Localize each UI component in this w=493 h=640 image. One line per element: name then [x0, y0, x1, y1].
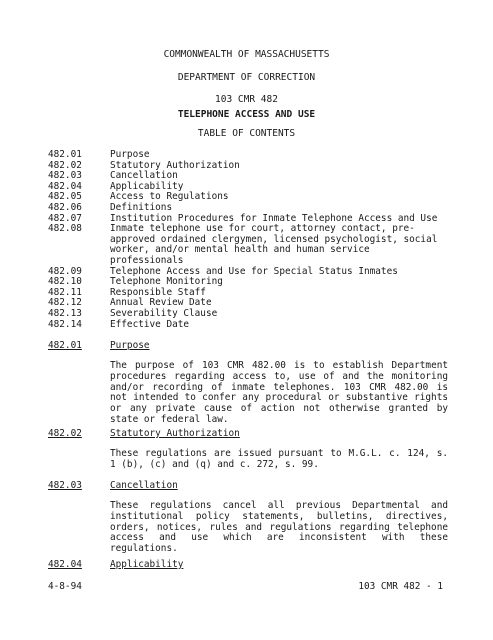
section-heading: [48, 340, 448, 351]
toc-entry-title: Annual Review Date: [110, 297, 212, 309]
toc-entry: [48, 320, 448, 331]
toc-entry-number: 482.08: [48, 223, 82, 235]
page-footer: [48, 581, 443, 592]
toc-entry-number: 482.06: [48, 201, 82, 213]
section-body: These regulations cancel all previous Departmental and institutional policy statements, bulletins, directives, orders, notices, rules and regulations regarding telephone access and use which are inconsistent with these regulations.: [110, 500, 448, 555]
toc-entry: [48, 288, 448, 299]
section-title: Applicability: [110, 559, 184, 570]
toc-entry-number: 482.10: [48, 276, 82, 288]
footer-date: 4-8-94: [48, 581, 82, 592]
table-of-contents: [48, 150, 448, 330]
toc-entry: [48, 267, 448, 278]
toc-entry-number: 482.14: [48, 318, 82, 330]
toc-entry-title: Telephone Monitoring: [110, 276, 223, 288]
toc-entry-number: 482.01: [48, 149, 82, 160]
toc-entry-title: Inmate telephone use for court, attorney contact, pre-approved ordained clergymen, licensed psychologist, social worker, and/or mental health and human service professionals: [110, 223, 438, 266]
toc-entry-title: Cancellation: [110, 170, 178, 182]
toc-entry-title: Statutory Authorization: [110, 159, 240, 171]
section-body: These regulations are issued pursuant to M.G.L. c. 124, s. 1 (b), (c) and (q) and c. 272, s. 99.: [110, 448, 448, 470]
toc-entry-number: 482.05: [48, 191, 82, 203]
toc-entry-title: Severability Clause: [110, 307, 218, 319]
department-heading: DEPARTMENT OF CORRECTION: [177, 72, 316, 83]
toc-entry-title: Responsible Staff: [110, 286, 206, 298]
section-heading: [48, 428, 448, 439]
toc-entry-title: Purpose: [110, 149, 150, 160]
toc-entry-number: 482.07: [48, 212, 82, 224]
toc-entry-title: Applicability: [110, 180, 184, 192]
footer-page-number: 103 CMR 482 - 1: [358, 581, 443, 592]
section-statutory-authorization: [48, 428, 448, 471]
section-number: 482.03: [48, 480, 82, 491]
toc-entry: [48, 192, 448, 203]
toc-entry: [48, 161, 448, 172]
toc-entry-title: Access to Regulations: [110, 191, 229, 203]
section-applicability: [48, 559, 448, 570]
section-body: The purpose of 103 CMR 482.00 is to establish Department procedures regarding access to, use of and the monitoring and/or recording of inmate telephones. 103 CMR 482.00 is not intended to confer any procedural or substantive rights or any private cause of action not otherwise granted by state or federal law.: [110, 360, 448, 425]
toc-entry: [48, 309, 448, 320]
section-cancellation: [48, 480, 448, 555]
document-title: TELEPHONE ACCESS AND USE: [177, 109, 316, 120]
jurisdiction-heading: COMMONWEALTH OF MASSACHUSETTS: [163, 49, 330, 60]
section-number: 482.02: [48, 428, 82, 439]
section-title: Cancellation: [110, 480, 178, 491]
toc-entry-number: 482.03: [48, 170, 82, 182]
toc-entry-number: 482.09: [48, 265, 82, 277]
section-title: Statutory Authorization: [110, 428, 240, 439]
toc-entry-title: Institution Procedures for Inmate Telephone Access and Use: [110, 212, 438, 224]
section-title: Purpose: [110, 340, 150, 351]
toc-entry-number: 482.11: [48, 286, 82, 298]
toc-entry: [48, 150, 448, 161]
toc-entry-title: Telephone Access and Use for Special Status Inmates: [110, 265, 398, 277]
section-number: 482.04: [48, 559, 82, 570]
toc-entry: [48, 182, 448, 193]
toc-entry: [48, 224, 448, 266]
regulation-number: 103 CMR 482: [215, 94, 278, 105]
section-heading: [48, 559, 448, 570]
toc-heading: TABLE OF CONTENTS: [197, 128, 296, 139]
toc-entry-number: 482.12: [48, 297, 82, 309]
toc-entry-number: 482.13: [48, 307, 82, 319]
toc-entry-number: 482.04: [48, 180, 82, 192]
toc-entry: [48, 277, 448, 288]
toc-entry-number: 482.02: [48, 159, 82, 171]
toc-entry: [48, 203, 448, 214]
toc-entry-title: Definitions: [110, 201, 173, 213]
section-heading: [48, 480, 448, 491]
section-purpose: [48, 340, 448, 426]
toc-entry: [48, 171, 448, 182]
toc-entry: [48, 298, 448, 309]
toc-entry-title: Effective Date: [110, 318, 190, 330]
section-number: 482.01: [48, 340, 82, 351]
